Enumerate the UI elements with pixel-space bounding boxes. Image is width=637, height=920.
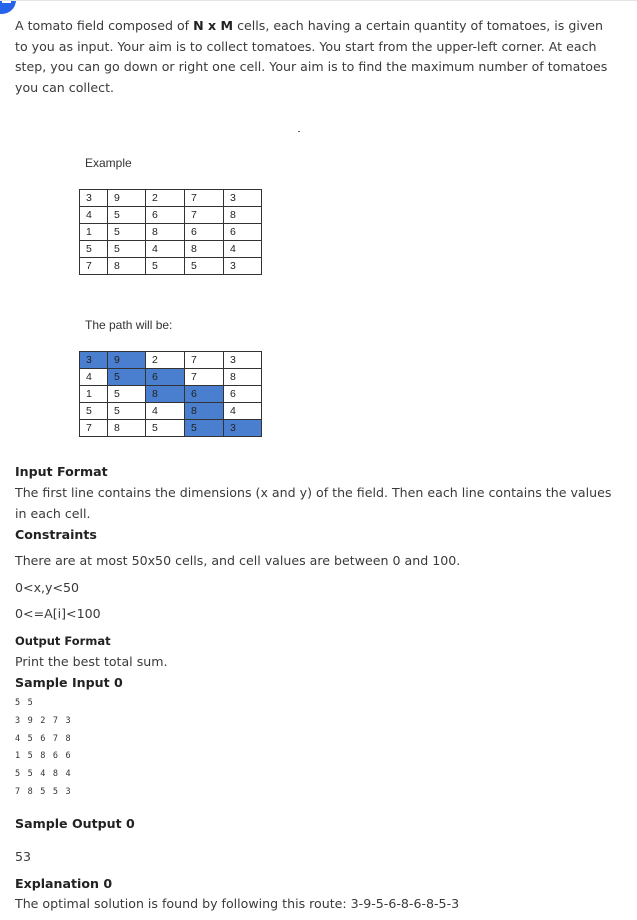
path-grid-cell-highlighted: 9 bbox=[108, 352, 146, 369]
input-format-text: The first line contains the dimensions (x and y) of the field. Then each line contains the values in each cell. bbox=[15, 485, 612, 521]
sample-input-line: 5 5 bbox=[15, 698, 34, 708]
path-grid-cell-highlighted: 5 bbox=[108, 369, 146, 386]
example-grid-cell: 7 bbox=[80, 258, 108, 275]
path-grid-cell-highlighted: 5 bbox=[185, 420, 224, 437]
path-grid-cell-highlighted: 6 bbox=[146, 369, 185, 386]
path-grid-cell: 7 bbox=[185, 352, 224, 369]
example-grid-cell: 4 bbox=[80, 207, 108, 224]
example-grid-cell: 1 bbox=[80, 224, 108, 241]
sample-input-heading: Sample Input 0 bbox=[15, 675, 123, 690]
example-grid-cell: 8 bbox=[224, 207, 262, 224]
sample-output-heading: Sample Output 0 bbox=[15, 816, 135, 831]
explanation-heading: Explanation 0 bbox=[15, 876, 113, 891]
sample-input-line: 5 5 4 8 4 bbox=[15, 769, 72, 779]
example-grid-row bbox=[80, 224, 262, 241]
example-grid-cell: 5 bbox=[80, 241, 108, 258]
path-grid-cell: 8 bbox=[224, 369, 262, 386]
path-grid-row bbox=[80, 352, 262, 369]
sample-input-line: 1 5 8 6 6 bbox=[15, 751, 72, 761]
path-grid-cell-highlighted: 6 bbox=[185, 386, 224, 403]
example-grid-row bbox=[80, 207, 262, 224]
constraints-text: There are at most 50x50 cells, and cell values are between 0 and 100. bbox=[15, 553, 461, 568]
path-grid-cell: 4 bbox=[224, 403, 262, 420]
path-grid-cell: 8 bbox=[108, 420, 146, 437]
sample-input-line: 7 8 5 5 3 bbox=[15, 787, 72, 797]
constraint-ai: 0<=A[i]<100 bbox=[15, 606, 101, 621]
example-grid-cell: 5 bbox=[146, 258, 185, 275]
output-format-heading: Output Format bbox=[15, 634, 111, 648]
path-grid-cell-highlighted: 3 bbox=[224, 420, 262, 437]
path-grid-cell: 5 bbox=[108, 386, 146, 403]
output-format-text: Print the best total sum. bbox=[15, 654, 168, 669]
constraint-xy: 0<x,y<50 bbox=[15, 580, 80, 595]
example-grid-cell: 8 bbox=[146, 224, 185, 241]
example-grid-cell: 5 bbox=[108, 207, 146, 224]
intro-dimension: N x M bbox=[193, 18, 234, 33]
example-label: Example bbox=[85, 156, 132, 170]
scroll-indicator-icon bbox=[0, 0, 16, 14]
explanation-text: The optimal solution is found by following this route: 3-9-5-6-8-6-8-5-3 bbox=[15, 896, 460, 911]
path-grid bbox=[79, 351, 262, 437]
path-grid-cell: 5 bbox=[108, 403, 146, 420]
example-grid-cell: 8 bbox=[108, 258, 146, 275]
path-grid-row bbox=[80, 386, 262, 403]
example-grid-row bbox=[80, 258, 262, 275]
sample-input-line: 4 5 6 7 8 bbox=[15, 734, 72, 744]
constraints-heading: Constraints bbox=[15, 527, 97, 542]
example-grid-cell: 3 bbox=[224, 190, 262, 207]
input-format-heading: Input Format bbox=[15, 464, 108, 479]
path-grid-cell: 3 bbox=[224, 352, 262, 369]
path-grid-row bbox=[80, 369, 262, 386]
example-grid-cell: 7 bbox=[185, 207, 224, 224]
path-grid-cell: 1 bbox=[80, 386, 108, 403]
example-grid-cell: 5 bbox=[108, 241, 146, 258]
example-grid-cell: 8 bbox=[185, 241, 224, 258]
example-grid-cell: 6 bbox=[185, 224, 224, 241]
example-grid-row bbox=[80, 241, 262, 258]
path-grid-cell: 2 bbox=[146, 352, 185, 369]
sample-output-value: 53 bbox=[15, 849, 32, 864]
example-grid-cell: 3 bbox=[80, 190, 108, 207]
path-grid-cell-highlighted: 8 bbox=[146, 386, 185, 403]
path-grid-row bbox=[80, 420, 262, 437]
example-grid-cell: 4 bbox=[146, 241, 185, 258]
example-grid bbox=[79, 189, 262, 275]
speck-mark bbox=[298, 131, 300, 132]
example-grid-cell: 4 bbox=[224, 241, 262, 258]
path-grid-cell: 4 bbox=[146, 403, 185, 420]
path-grid-row bbox=[80, 403, 262, 420]
sample-input-line: 3 9 2 7 3 bbox=[15, 716, 72, 726]
intro-part1: A tomato field composed of bbox=[15, 18, 194, 33]
path-grid-cell: 5 bbox=[146, 420, 185, 437]
path-grid-cell: 5 bbox=[80, 403, 108, 420]
path-grid-cell-highlighted: 8 bbox=[185, 403, 224, 420]
path-label: The path will be: bbox=[85, 318, 173, 332]
path-grid-cell: 4 bbox=[80, 369, 108, 386]
example-grid-cell: 6 bbox=[224, 224, 262, 241]
intro-part2: cells, each having a certain quantity of tomatoes, is given to you as input. Your aim is to collect tomatoes. You start from the upper-left corner. At each step, you can go down or right one cell. Your aim is to find the maximum number of tomatoes you can collect. bbox=[15, 18, 608, 95]
top-divider bbox=[0, 0, 637, 1]
path-grid-cell: 6 bbox=[224, 386, 262, 403]
example-grid-cell: 6 bbox=[146, 207, 185, 224]
example-grid-cell: 5 bbox=[185, 258, 224, 275]
example-grid-cell: 5 bbox=[108, 224, 146, 241]
example-grid-row bbox=[80, 190, 262, 207]
example-grid-cell: 2 bbox=[146, 190, 185, 207]
path-grid-cell: 7 bbox=[185, 369, 224, 386]
example-grid-cell: 9 bbox=[108, 190, 146, 207]
example-grid-cell: 3 bbox=[224, 258, 262, 275]
path-grid-cell-highlighted: 3 bbox=[80, 352, 108, 369]
problem-statement bbox=[15, 16, 615, 98]
path-grid-cell: 7 bbox=[80, 420, 108, 437]
example-grid-cell: 7 bbox=[185, 190, 224, 207]
